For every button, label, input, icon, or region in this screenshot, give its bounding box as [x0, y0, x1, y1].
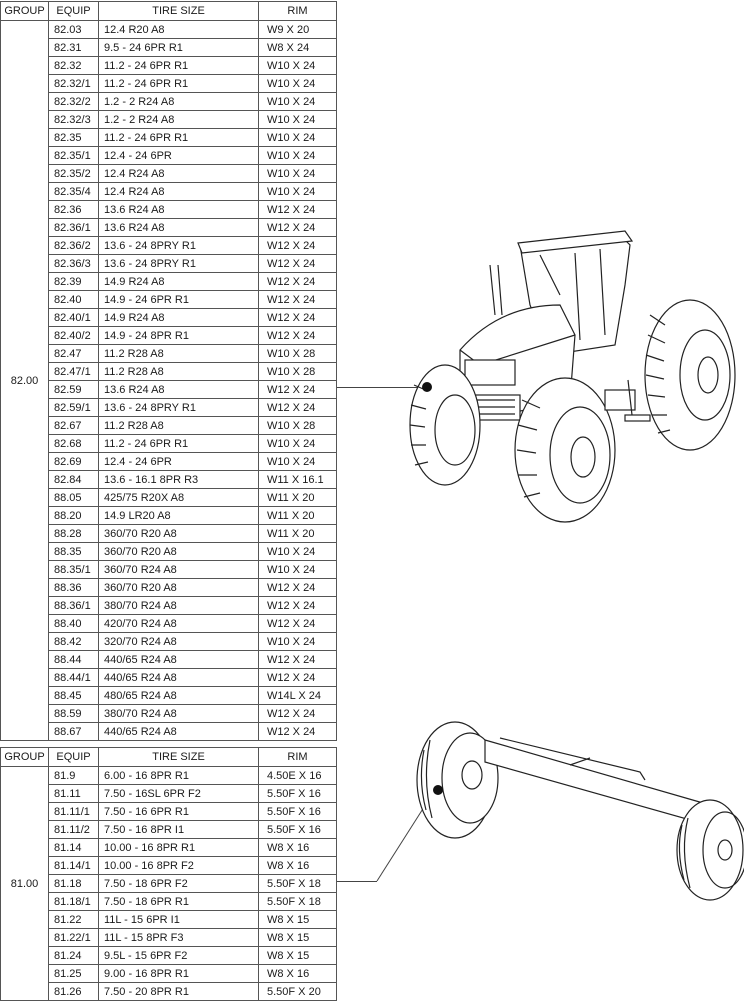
equip-cell: 82.59	[49, 381, 99, 399]
rim-cell: W10 X 24	[259, 57, 337, 75]
tire-size-cell: 10.00 - 16 8PR F2	[99, 857, 259, 875]
equip-cell: 88.59	[49, 705, 99, 723]
front-tire-table	[0, 747, 337, 1001]
table-row	[1, 291, 337, 309]
table-row	[1, 75, 337, 93]
table-row	[1, 839, 337, 857]
group-cell: 81.00	[1, 767, 49, 1001]
tractor-illustration	[400, 225, 744, 525]
equip-cell: 88.40	[49, 615, 99, 633]
equip-cell: 88.05	[49, 489, 99, 507]
header-group: GROUP	[1, 748, 49, 767]
equip-cell: 82.03	[49, 21, 99, 39]
equip-cell: 82.32/1	[49, 75, 99, 93]
equip-cell: 81.9	[49, 767, 99, 785]
equip-cell: 82.35	[49, 129, 99, 147]
equip-cell: 88.44/1	[49, 669, 99, 687]
table-row	[1, 219, 337, 237]
table-row	[1, 543, 337, 561]
tire-size-cell: 14.9 R24 A8	[99, 309, 259, 327]
rim-cell: 5.50F X 16	[259, 821, 337, 839]
table-row	[1, 309, 337, 327]
equip-cell: 81.22/1	[49, 929, 99, 947]
front-leader-line	[337, 881, 377, 882]
rim-cell: W10 X 24	[259, 129, 337, 147]
front-axle-illustration	[410, 710, 744, 910]
equip-cell: 88.44	[49, 651, 99, 669]
tire-size-cell: 9.00 - 16 8PR R1	[99, 965, 259, 983]
equip-cell: 82.59/1	[49, 399, 99, 417]
rim-cell: 5.50F X 16	[259, 785, 337, 803]
equip-cell: 88.35/1	[49, 561, 99, 579]
rim-cell: W12 X 24	[259, 291, 337, 309]
equip-cell: 82.47	[49, 345, 99, 363]
tire-size-cell: 420/70 R24 A8	[99, 615, 259, 633]
table-row	[1, 255, 337, 273]
tire-size-cell: 440/65 R24 A8	[99, 651, 259, 669]
tire-size-cell: 380/70 R24 A8	[99, 597, 259, 615]
tire-size-cell: 14.9 R24 A8	[99, 273, 259, 291]
table-row	[1, 767, 337, 785]
equip-cell: 82.32/3	[49, 111, 99, 129]
tire-size-cell: 12.4 R20 A8	[99, 21, 259, 39]
tire-size-cell: 11.2 R28 A8	[99, 417, 259, 435]
rim-cell: 5.50F X 20	[259, 983, 337, 1001]
rear-tire-table	[0, 1, 337, 741]
rim-cell: 5.50F X 18	[259, 875, 337, 893]
rim-cell: W12 X 24	[259, 705, 337, 723]
tire-size-cell: 13.6 R24 A8	[99, 201, 259, 219]
table-row	[1, 507, 337, 525]
equip-cell: 82.40/2	[49, 327, 99, 345]
table-row	[1, 687, 337, 705]
table-row	[1, 633, 337, 651]
rim-cell: W10 X 24	[259, 633, 337, 651]
equip-cell: 88.45	[49, 687, 99, 705]
rim-cell: W12 X 24	[259, 579, 337, 597]
tire-size-cell: 11.2 - 24 6PR R1	[99, 75, 259, 93]
table-row	[1, 147, 337, 165]
table-row	[1, 39, 337, 57]
rim-cell: W12 X 24	[259, 201, 337, 219]
tire-size-cell: 480/65 R24 A8	[99, 687, 259, 705]
header-tire-size: TIRE SIZE	[99, 2, 259, 21]
equip-cell: 81.18/1	[49, 893, 99, 911]
rim-cell: W11 X 20	[259, 507, 337, 525]
table-row	[1, 93, 337, 111]
rim-cell: W10 X 28	[259, 363, 337, 381]
equip-cell: 88.36	[49, 579, 99, 597]
equip-cell: 88.20	[49, 507, 99, 525]
equip-cell: 82.36	[49, 201, 99, 219]
equip-cell: 81.14/1	[49, 857, 99, 875]
equip-cell: 88.28	[49, 525, 99, 543]
rim-cell: W10 X 24	[259, 111, 337, 129]
rim-cell: W12 X 24	[259, 273, 337, 291]
tire-size-cell: 14.9 - 24 6PR R1	[99, 291, 259, 309]
equip-cell: 82.32	[49, 57, 99, 75]
table-row	[1, 983, 337, 1001]
header-tire-size: TIRE SIZE	[99, 748, 259, 767]
tire-size-cell: 320/70 R24 A8	[99, 633, 259, 651]
equip-cell: 81.25	[49, 965, 99, 983]
tire-size-cell: 1.2 - 2 R24 A8	[99, 111, 259, 129]
rim-cell: W10 X 24	[259, 147, 337, 165]
tire-size-cell: 360/70 R20 A8	[99, 543, 259, 561]
equip-cell: 82.31	[49, 39, 99, 57]
tire-size-cell: 13.6 R24 A8	[99, 381, 259, 399]
table-row	[1, 381, 337, 399]
equip-cell: 82.35/1	[49, 147, 99, 165]
tire-size-cell: 14.9 LR20 A8	[99, 507, 259, 525]
table-row	[1, 651, 337, 669]
tire-size-cell: 7.50 - 16 8PR I1	[99, 821, 259, 839]
table-row	[1, 965, 337, 983]
rim-cell: W8 X 16	[259, 857, 337, 875]
rim-cell: W8 X 16	[259, 839, 337, 857]
table-row	[1, 579, 337, 597]
header-rim: RIM	[259, 2, 337, 21]
tire-size-cell: 11.2 - 24 6PR R1	[99, 129, 259, 147]
tire-size-cell: 360/70 R20 A8	[99, 579, 259, 597]
equip-cell: 82.35/2	[49, 165, 99, 183]
tire-size-cell: 13.6 - 16.1 8PR R3	[99, 471, 259, 489]
rim-cell: W10 X 28	[259, 417, 337, 435]
table-row	[1, 435, 337, 453]
equip-cell: 81.11	[49, 785, 99, 803]
tire-size-cell: 6.00 - 16 8PR R1	[99, 767, 259, 785]
tire-size-cell: 1.2 - 2 R24 A8	[99, 93, 259, 111]
tire-size-cell: 380/70 R24 A8	[99, 705, 259, 723]
tire-size-cell: 7.50 - 18 6PR F2	[99, 875, 259, 893]
equip-cell: 82.40/1	[49, 309, 99, 327]
table-row	[1, 201, 337, 219]
rim-cell: W8 X 15	[259, 911, 337, 929]
table-row	[1, 615, 337, 633]
equip-cell: 81.26	[49, 983, 99, 1001]
table-row	[1, 453, 337, 471]
equip-cell: 81.11/2	[49, 821, 99, 839]
tire-size-cell: 13.6 R24 A8	[99, 219, 259, 237]
table-row	[1, 803, 337, 821]
tire-size-cell: 7.50 - 20 8PR R1	[99, 983, 259, 1001]
equip-cell: 88.36/1	[49, 597, 99, 615]
rim-cell: W8 X 24	[259, 39, 337, 57]
table-row	[1, 561, 337, 579]
tire-size-cell: 11L - 15 8PR F3	[99, 929, 259, 947]
tire-size-cell: 7.50 - 16SL 6PR F2	[99, 785, 259, 803]
table-row	[1, 237, 337, 255]
equip-cell: 82.39	[49, 273, 99, 291]
equip-cell: 82.32/2	[49, 93, 99, 111]
tire-size-cell: 10.00 - 16 8PR R1	[99, 839, 259, 857]
tire-size-cell: 425/75 R20X A8	[99, 489, 259, 507]
tire-size-cell: 14.9 - 24 8PR R1	[99, 327, 259, 345]
rim-cell: W12 X 24	[259, 219, 337, 237]
rim-cell: W11 X 16.1	[259, 471, 337, 489]
table-row	[1, 489, 337, 507]
rim-cell: W11 X 20	[259, 525, 337, 543]
table-row	[1, 929, 337, 947]
rim-cell: W10 X 28	[259, 345, 337, 363]
table-row	[1, 723, 337, 741]
tire-size-cell: 7.50 - 16 6PR R1	[99, 803, 259, 821]
equip-cell: 82.69	[49, 453, 99, 471]
equip-cell: 82.36/1	[49, 219, 99, 237]
table-row	[1, 911, 337, 929]
equip-cell: 88.35	[49, 543, 99, 561]
tire-size-cell: 12.4 R24 A8	[99, 165, 259, 183]
tire-size-cell: 12.4 R24 A8	[99, 183, 259, 201]
rim-cell: W12 X 24	[259, 309, 337, 327]
rim-cell: W12 X 24	[259, 399, 337, 417]
tire-size-cell: 11L - 15 6PR I1	[99, 911, 259, 929]
table-row	[1, 893, 337, 911]
table-row	[1, 273, 337, 291]
rim-cell: W12 X 24	[259, 651, 337, 669]
table-row	[1, 363, 337, 381]
equip-cell: 81.14	[49, 839, 99, 857]
rim-cell: W10 X 24	[259, 75, 337, 93]
rim-cell: W10 X 24	[259, 165, 337, 183]
table-row	[1, 57, 337, 75]
rim-cell: W10 X 24	[259, 561, 337, 579]
tire-size-cell: 12.4 - 24 6PR	[99, 453, 259, 471]
equip-cell: 81.11/1	[49, 803, 99, 821]
tire-size-cell: 11.2 - 24 6PR R1	[99, 435, 259, 453]
rim-cell: W10 X 24	[259, 183, 337, 201]
tire-size-cell: 440/65 R24 A8	[99, 723, 259, 741]
table-row	[1, 705, 337, 723]
rim-cell: W9 X 20	[259, 21, 337, 39]
table-row	[1, 129, 337, 147]
tire-size-cell: 13.6 - 24 8PRY R1	[99, 237, 259, 255]
tire-size-cell: 13.6 - 24 8PRY R1	[99, 255, 259, 273]
tire-size-cell: 360/70 R20 A8	[99, 525, 259, 543]
rim-cell: W12 X 24	[259, 381, 337, 399]
equip-cell: 82.40	[49, 291, 99, 309]
rim-cell: W10 X 24	[259, 435, 337, 453]
tire-size-cell: 440/65 R24 A8	[99, 669, 259, 687]
table-row	[1, 327, 337, 345]
tire-size-cell: 360/70 R24 A8	[99, 561, 259, 579]
table-row	[1, 875, 337, 893]
rim-cell: W14L X 24	[259, 687, 337, 705]
table-row	[1, 947, 337, 965]
table-row	[1, 821, 337, 839]
table-row	[1, 345, 337, 363]
header-rim: RIM	[259, 748, 337, 767]
equip-cell: 81.24	[49, 947, 99, 965]
header-group: GROUP	[1, 2, 49, 21]
tire-size-cell: 7.50 - 18 6PR R1	[99, 893, 259, 911]
equip-cell: 82.47/1	[49, 363, 99, 381]
equip-cell: 88.67	[49, 723, 99, 741]
equip-cell: 82.35/4	[49, 183, 99, 201]
rim-cell: W8 X 16	[259, 965, 337, 983]
rim-cell: W12 X 24	[259, 723, 337, 741]
header-equip: EQUIP	[49, 748, 99, 767]
rim-cell: W12 X 24	[259, 255, 337, 273]
rim-cell: W10 X 24	[259, 453, 337, 471]
table-row	[1, 399, 337, 417]
rim-cell: W12 X 24	[259, 615, 337, 633]
table-row	[1, 111, 337, 129]
rim-cell: W10 X 24	[259, 93, 337, 111]
equip-cell: 82.36/3	[49, 255, 99, 273]
tire-size-cell: 9.5L - 15 6PR F2	[99, 947, 259, 965]
tire-size-cell: 13.6 - 24 8PRY R1	[99, 399, 259, 417]
rim-cell: W11 X 20	[259, 489, 337, 507]
rim-cell: 4.50E X 16	[259, 767, 337, 785]
tire-size-cell: 11.2 R28 A8	[99, 345, 259, 363]
table-row	[1, 857, 337, 875]
table-row	[1, 525, 337, 543]
equip-cell: 81.18	[49, 875, 99, 893]
equip-cell: 82.36/2	[49, 237, 99, 255]
group-cell: 82.00	[1, 21, 49, 741]
table-row	[1, 21, 337, 39]
rim-cell: W8 X 15	[259, 929, 337, 947]
header-equip: EQUIP	[49, 2, 99, 21]
rim-cell: W12 X 24	[259, 669, 337, 687]
equip-cell: 82.67	[49, 417, 99, 435]
equip-cell: 82.68	[49, 435, 99, 453]
rim-cell: 5.50F X 16	[259, 803, 337, 821]
table-row	[1, 785, 337, 803]
table-row	[1, 417, 337, 435]
equip-cell: 82.84	[49, 471, 99, 489]
table-row	[1, 183, 337, 201]
rim-cell: W12 X 24	[259, 327, 337, 345]
table-row	[1, 165, 337, 183]
rim-cell: W12 X 24	[259, 597, 337, 615]
tire-size-cell: 9.5 - 24 6PR R1	[99, 39, 259, 57]
equip-cell: 88.42	[49, 633, 99, 651]
rim-cell: 5.50F X 18	[259, 893, 337, 911]
tire-size-cell: 11.2 - 24 6PR R1	[99, 57, 259, 75]
rim-cell: W12 X 24	[259, 237, 337, 255]
equip-cell: 81.22	[49, 911, 99, 929]
rim-cell: W10 X 24	[259, 543, 337, 561]
tire-size-cell: 11.2 R28 A8	[99, 363, 259, 381]
table-row	[1, 471, 337, 489]
tire-size-cell: 12.4 - 24 6PR	[99, 147, 259, 165]
rim-cell: W8 X 15	[259, 947, 337, 965]
table-row	[1, 669, 337, 687]
table-row	[1, 597, 337, 615]
